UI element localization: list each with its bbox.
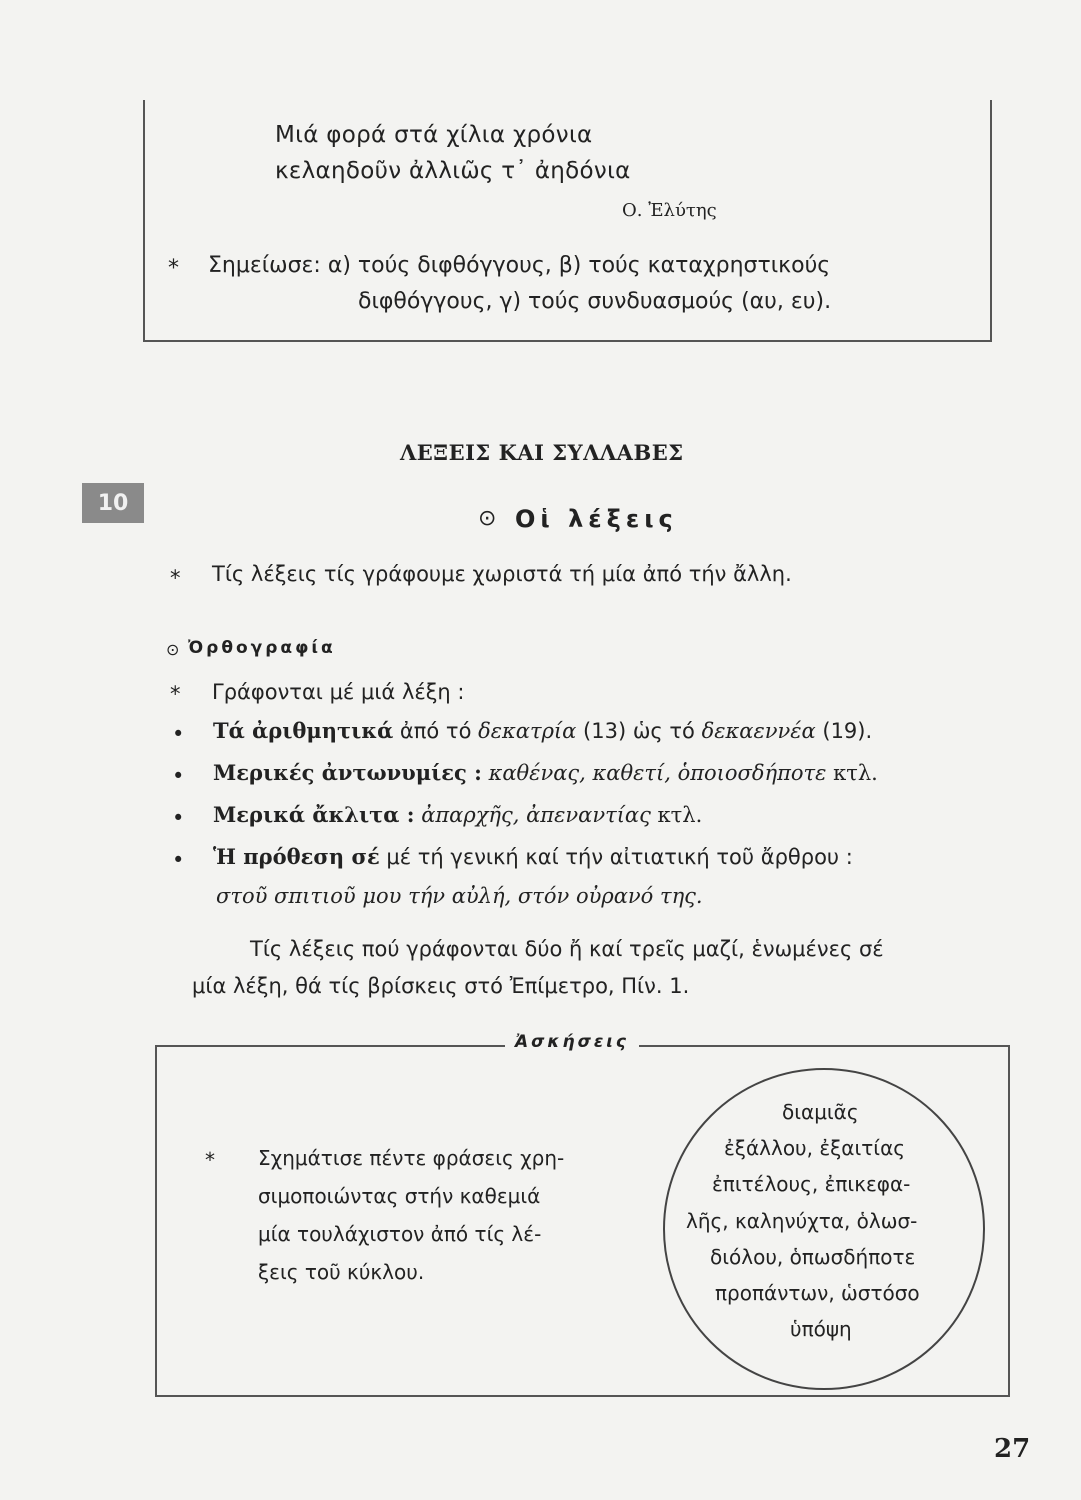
rule-1-text: ἀπό τό: [399, 719, 479, 743]
rule-1-mid: (13) ὡς τό: [576, 719, 702, 743]
rule-3: [213, 802, 702, 827]
circle-word-line-3: ἐπιτέλους, ἐπικεφα-: [712, 1172, 911, 1196]
orthography-marker-icon: ⊙: [166, 640, 180, 659]
bullet-icon: •: [172, 722, 185, 746]
circle-word-line-4: λῆς, καληνύχτα, ὁλωσ-: [686, 1209, 918, 1233]
page-number: 27: [994, 1434, 1031, 1464]
rule-4: [213, 844, 853, 869]
rule-2-bold: Μερικές ἀντωνυμίες :: [213, 760, 482, 785]
exercise-line-2: σιμοποιώντας στήν καθεμιά: [258, 1184, 541, 1208]
circle-word-line-6: προπάντων, ὡστόσο: [715, 1281, 920, 1305]
section-marker-icon: ⊙: [478, 506, 497, 531]
exercise-line-4: ξεις τοῦ κύκλου.: [258, 1260, 425, 1284]
chapter-number-box: [82, 483, 144, 523]
chapter-number: 10: [97, 490, 129, 516]
exercise-line-3: μία τουλάχιστον ἀπό τίς λέ-: [258, 1222, 542, 1246]
rule-4-example: στοῦ σπιτιοῦ μου τήν αὐλή, στόν οὐρανό της.: [216, 884, 703, 908]
rule-1-italic-2: δεκαεννέα: [701, 719, 816, 743]
note-star: *: [168, 256, 179, 281]
rule-2: [213, 760, 878, 785]
note-line-1: Σημείωσε: α) τούς διφθόγγους, β) τούς καταχρηστικούς: [208, 253, 831, 278]
rule-4-bold: Ἡ πρόθεση σέ: [213, 844, 380, 869]
circle-word-line-5: διόλου, ὁπωσδήποτε: [710, 1245, 916, 1269]
circle-word-line-2: ἐξάλλου, ἐξαιτίας: [724, 1136, 905, 1160]
rule-1: [213, 718, 872, 743]
bullet-icon: •: [172, 848, 185, 872]
rule-3-bold: Μερικά ἄκλιτα :: [213, 802, 415, 827]
intro-star: *: [170, 566, 181, 590]
paragraph-line-2: μία λέξη, θά τίς βρίσκεις στό Ἐπίμετρο, Πίν. 1.: [192, 974, 690, 998]
section-heading: ΛΕΞΕΙΣ ΚΑΙ ΣΥΛΛΑΒΕΣ: [400, 440, 684, 465]
exercise-line-1: Σχημάτισε πέντε φράσεις χρη-: [258, 1146, 565, 1170]
exercise-star: *: [205, 1148, 215, 1172]
rule-3-italic: ἀπαρχῆς, ἀπεναντίας: [421, 803, 651, 827]
bullet-icon: •: [172, 806, 185, 830]
rule-4-text: μέ τή γενική καί τήν αἰτιατική τοῦ ἄρθρου :: [386, 845, 853, 869]
bullet-icon: •: [172, 764, 185, 788]
note-line-2: διφθόγγους, γ) τούς συνδυασμούς (αυ, ευ).: [358, 289, 832, 314]
sub-heading: Οἱ λέξεις: [515, 505, 678, 533]
rule-1-end: (19).: [815, 719, 873, 743]
rule-2-italic: καθένας, καθετί, ὁποιοσδήποτε: [488, 761, 827, 785]
exercise-title: Ἀσκήσεις: [505, 1032, 639, 1052]
poem-line-1: Μιά φορά στά χίλια χρόνια: [275, 122, 593, 148]
rule-2-end: κτλ.: [826, 761, 878, 785]
paragraph-line-1: Τίς λέξεις πού γράφονται δύο ἤ καί τρεῖς μαζί, ἑνωμένες σέ: [250, 937, 884, 961]
circle-word-line-1: διαμιᾶς: [782, 1100, 859, 1124]
circle-word-line-7: ὑπόψη: [790, 1317, 852, 1341]
orthography-star: *: [170, 682, 181, 706]
rule-1-bold: Τά ἀριθμητικά: [213, 718, 394, 743]
rule-3-end: κτλ.: [650, 803, 703, 827]
intro-text: Τίς λέξεις τίς γράφουμε χωριστά τή μία ἀπό τήν ἄλλη.: [212, 562, 792, 586]
rule-1-italic-1: δεκατρία: [478, 719, 577, 743]
poem-author: Ο. Ἐλύτης: [622, 200, 717, 221]
orthography-intro: Γράφονται μέ μιά λέξη :: [212, 680, 465, 704]
orthography-heading: Ὀρθογραφία: [188, 638, 336, 658]
poem-line-2: κελαηδοῦν ἀλλιῶς τ᾽ ἀηδόνια: [275, 158, 631, 184]
